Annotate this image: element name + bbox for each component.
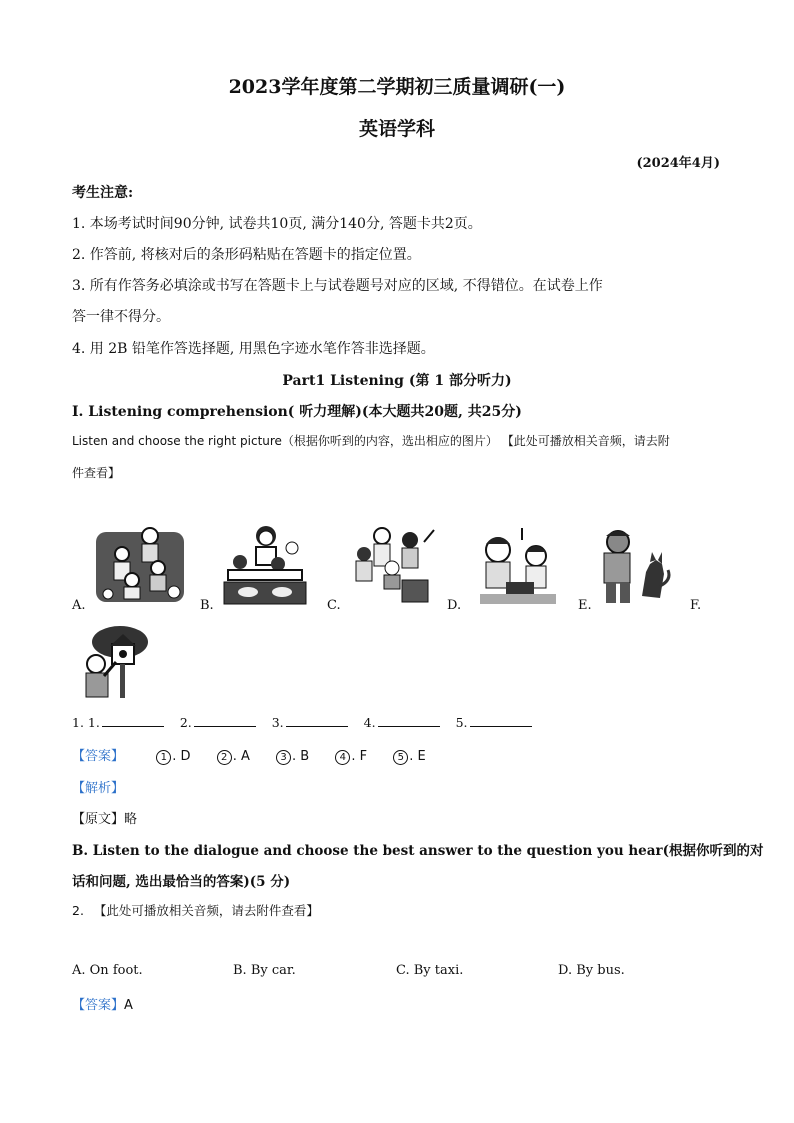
answer-blanks <box>72 714 532 730</box>
picture-label-f: F. <box>690 598 702 613</box>
original-text-row <box>72 808 137 827</box>
question-2-label: 2. <box>72 903 84 918</box>
notice-item-1: 1. 本场考试时间90分钟, 试卷共10页, 满分140分, 答题卡共2页。 <box>72 216 482 232</box>
answer-item-5: 5 . E <box>393 749 425 765</box>
part1-heading: Part1 Listening (第 1 部分听力) <box>282 373 512 389</box>
picture-c <box>348 522 438 606</box>
children-playing-icon <box>92 522 188 606</box>
notice-item-2: 2. 作答前, 将核对后的条形码粘贴在答题卡的指定位置。 <box>72 247 421 263</box>
answer-item-3: 3 . B <box>276 749 309 765</box>
picture-b <box>220 522 310 606</box>
analysis-tag: 【解析】 <box>72 781 125 796</box>
bird-house-icon <box>76 624 152 700</box>
notice-item-4: 4. 用 2B 铅笔作答选择题, 用黑色字迹水笔作答非选择题。 <box>72 341 435 357</box>
sectionB-heading-line-1: B. Listen to the dialogue and choose the best answer to the question you hear(根据你听到的对 <box>72 843 764 859</box>
picture-label-d: D. <box>447 598 462 613</box>
blank-label-5: 5. <box>455 715 468 730</box>
picture-d <box>476 522 560 606</box>
blank-1[interactable] <box>102 714 164 727</box>
option-c[interactable]: C. By taxi. <box>396 963 464 978</box>
cat-playing-icon <box>598 526 674 606</box>
boy-gift-icon <box>476 522 560 606</box>
blank-label-2: 2. <box>179 715 192 730</box>
answer-item-2: 2 . A <box>217 749 250 765</box>
answer-item-4: 4 . F <box>335 749 367 765</box>
original-tag: 【原文】 <box>72 812 125 827</box>
picture-label-c: C. <box>327 598 341 613</box>
subject-title: 英语学科 <box>358 118 435 140</box>
question-2-audio-note: 【此处可播放相关音频，请去附件查看】 <box>93 903 319 918</box>
picture-a <box>92 522 188 606</box>
blank-5[interactable] <box>470 714 532 727</box>
sectionB-heading-line-2: 话和问题, 选出最恰当的答案)(5 分) <box>72 874 291 890</box>
answer-tag: 【答案】 <box>72 749 125 764</box>
blank-label-1: 1. 1. <box>72 715 100 730</box>
notice-item-3: 3. 所有作答务必填涂或书写在答题卡上与试卷题号对应的区域, 不得错位。在试卷上作 <box>72 278 603 294</box>
option-a[interactable]: A. On foot. <box>72 963 143 978</box>
blank-label-4: 4. <box>363 715 376 730</box>
blank-label-3: 3. <box>271 715 284 730</box>
section1-heading: I. Listening comprehension( 听力理解)(本大题共20题, 共25分) <box>72 404 522 420</box>
notice-heading: 考生注意: <box>72 185 134 201</box>
blank-3[interactable] <box>286 714 348 727</box>
option-b[interactable]: B. By car. <box>233 963 296 978</box>
page-title: 2023学年度第二学期初三质量调研(一) <box>228 76 566 98</box>
instruction-line-2: 件查看】 <box>72 466 121 480</box>
question-2 <box>72 901 319 919</box>
picture-e <box>598 526 674 606</box>
sectionB-answer-tag: 【答案】 <box>72 998 125 1013</box>
exam-date: (2024年4月) <box>636 156 720 171</box>
sectionB-answer: A <box>124 998 133 1013</box>
sectionB-answer-row <box>72 994 133 1013</box>
instruction-line-1: Listen and choose the right picture（根据你听到的内容，选出相应的图片） 【此处可播放相关音频，请去附 <box>72 434 670 448</box>
blank-2[interactable] <box>194 714 256 727</box>
family-dancing-icon <box>348 522 438 606</box>
picture-label-a: A. <box>72 598 86 613</box>
original-text: 略 <box>124 812 138 827</box>
picture-label-e: E. <box>578 598 592 613</box>
family-cooking-icon <box>220 522 310 606</box>
answers-row <box>72 745 448 765</box>
answer-item-1: 1 . D <box>156 749 190 765</box>
blank-4[interactable] <box>378 714 440 727</box>
option-d[interactable]: D. By bus. <box>558 963 625 978</box>
notice-item-3-cont: 答一律不得分。 <box>72 309 170 325</box>
picture-f <box>76 624 152 700</box>
picture-label-b: B. <box>200 598 214 613</box>
